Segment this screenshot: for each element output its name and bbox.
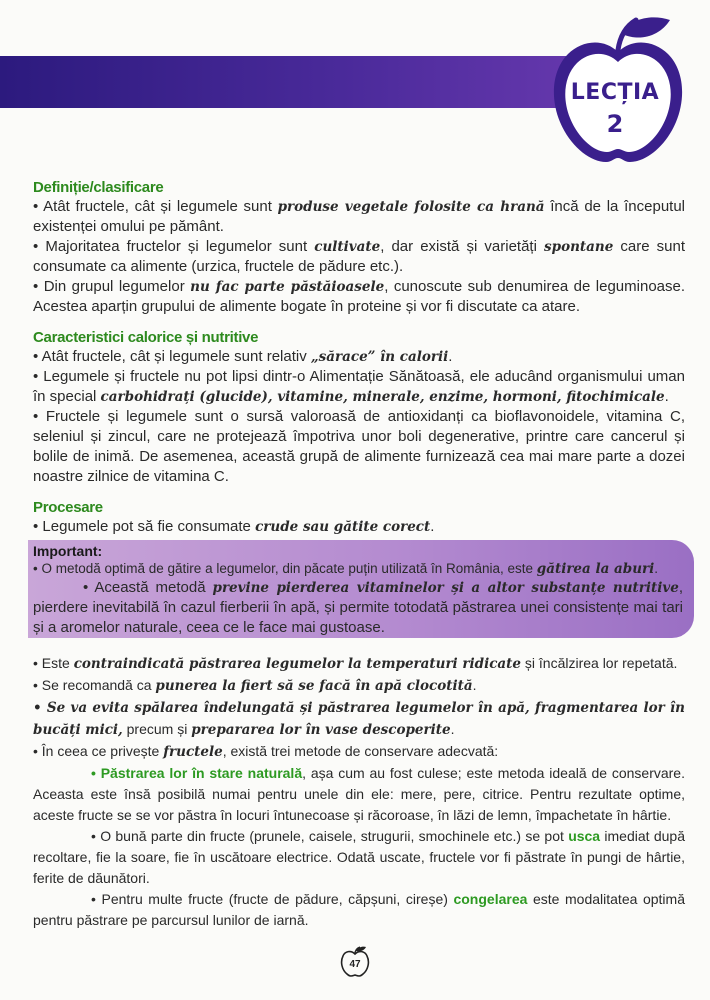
conservation-paragraph-2: • Se recomandă ca punerea la fiert să se facă în apă clocotită.: [33, 677, 477, 694]
definitions-paragraph-3: • Din grupul legumelor nu fac parte păstăioasele, cunoscute sub denumirea de leguminoase. Acestea aparțin grupului de alimente bogate în proteine și vor fi discutate ca atare.: [33, 278, 686, 315]
page-number-badge: [340, 945, 370, 979]
conservation-paragraph-6: • O bună parte din fructe (prunele, caisele, strugurii, smochinele etc.) se pot usca imediat după recoltare, fie la soare, fie în uscătoare electrice. Odată uscate, fructele vor fi păstrate în pungi de hârtie, ferite de dăunători.: [33, 828, 685, 886]
conservation-paragraph-5: • Păstrarea lor în stare naturală, așa cum au fost culese; este metoda ideală de conservare. Aceasta este însă posibilă numai pentru unele din ele: mere, pere, citrice. Pentru rezultate optime, aceste fructe se se vor păstra în locuri întunecoase și răcoroase, în lăzi de lemn, împachetate în hârtie.: [33, 765, 685, 823]
processing-paragraph-1: • Legumele pot să fie consumate crude sau gătite corect.: [33, 518, 435, 535]
section-important: [33, 542, 683, 638]
definitions-paragraph-1: • Atât fructele, cât și legumele sunt produse vegetale folosite ca hrană încă de la începutul existenței omului pe pământ.: [33, 198, 686, 235]
heading-definitions: Definiție/clasificare: [33, 179, 164, 196]
section-processing: [33, 498, 685, 537]
section-caloric: [33, 328, 685, 487]
heading-processing: Procesare: [33, 499, 103, 516]
header-banner: [0, 56, 620, 108]
page-number: 47: [349, 959, 361, 970]
conservation-paragraph-1: • Este contraindicată păstrarea legumelor la temperaturi ridicate și încălzirea lor repetată.: [33, 655, 678, 672]
lesson-label: LECȚIA: [570, 80, 660, 105]
caloric-paragraph-2: • Legumele și fructele nu pot lipsi dintr-o Alimentație Sănătoasă, ele aducând organismului uman în special carbohidrați (glucide), vitamine, minerale, enzime, hormoni, fitochimicale.: [33, 368, 685, 405]
caloric-paragraph-1: • Atât fructele, cât și legumele sunt relativ „sărace” în calorii.: [33, 348, 453, 365]
definitions-paragraph-2: • Majoritatea fructelor și legumelor sunt cultivate, dar există și varietăți spontane care sunt consumate ca alimente (urzica, fructele de pădure etc.).: [33, 238, 685, 275]
lesson-number: 2: [606, 110, 624, 138]
section-definitions: [33, 178, 685, 317]
caloric-paragraph-3: • Fructele și legumele sunt o sursă valoroasă de antioxidanți ca bioflavonoidele, vitamina C, seleniul și zincul, care ne protejează împotriva unor boli degenerative, printre care cancerul și bolile de inimă. De asemenea, această grupă de alimente furnizează cea mai mare parte a dozei noastre zilnice de vitamina C.: [33, 408, 685, 485]
conservation-paragraph-3: • Se va evita spălarea îndelungată și păstrarea legumelor în apă, fragmentarea lor în bucăți mici, precum și prepararea lor în vase descoperite.: [33, 700, 685, 738]
heading-caloric: Caracteristici calorice și nutritive: [33, 329, 259, 346]
conservation-paragraph-7: • Pentru multe fructe (fructe de pădure, căpșuni, cireșe) congelarea este modalitatea optimă pentru păstrare pe parcursul lunilor de iarnă.: [33, 891, 685, 928]
important-paragraph-1: • O metodă optimă de gătire a legumelor, din păcate puțin utilizată în România, este gătirea la aburi.: [33, 561, 659, 577]
section-conservation: [33, 653, 685, 931]
important-title: Important:: [33, 543, 103, 559]
conservation-paragraph-4: • În ceea ce privește fructele, există trei metode de conservare adecvată:: [33, 743, 499, 760]
important-paragraph-2: • Această metodă previne pierderea vitaminelor și a altor substanțe nutritive, pierdere inevitabilă în cazul fierberii în apă, și permite totodată păstrarea unei consistențe mai tari și a aromelor naturale, ceea ce le face mai gustoase.: [33, 579, 683, 636]
